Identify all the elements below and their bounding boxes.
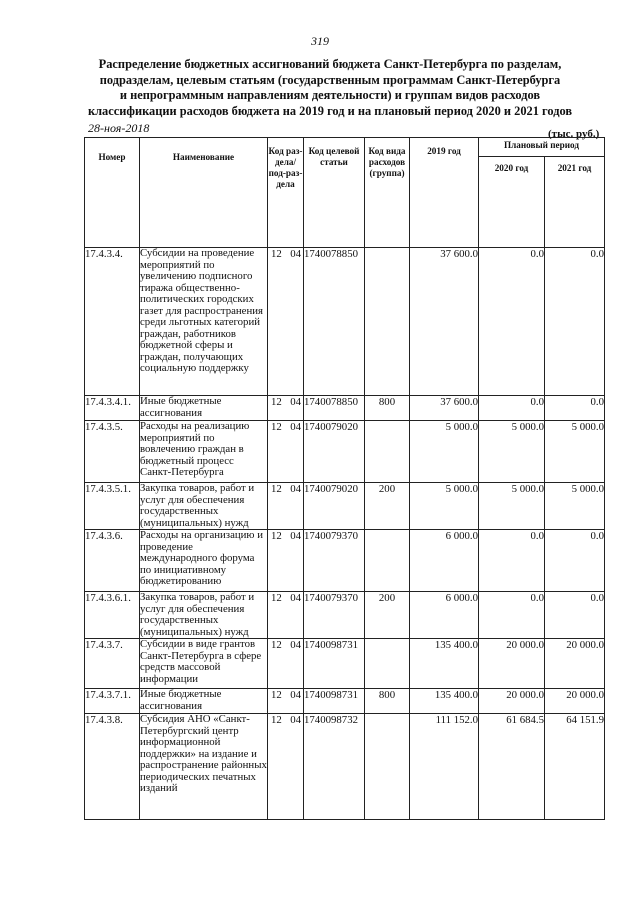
row-name: Расходы на организацию и проведение международного форума по инициативному бюджетированию: [140, 530, 268, 592]
subsection-code: 04: [290, 248, 301, 260]
title-line: классификации расходов бюджета на 2019 год и на плановый период 2020 и 2021 годов: [87, 103, 573, 118]
row-amount-2020: 0.0: [479, 530, 545, 592]
row-amount-2021: 0.0: [545, 396, 605, 421]
table-row: [85, 396, 605, 421]
row-section-code: [268, 396, 304, 421]
row-name: Закупка товаров, работ и услуг для обеспечения государственных (муниципальных) нужд: [140, 483, 268, 530]
row-amount-2019: 37 600.0: [410, 248, 479, 396]
row-number: 17.4.3.4.: [85, 248, 140, 396]
row-name: Субсидии в виде грантов Санкт-Петербурга в сфере средств массовой информации: [140, 639, 268, 689]
document-title: [70, 57, 590, 119]
units-label: (тыс. руб.): [548, 128, 600, 140]
row-number: 17.4.3.8.: [85, 714, 140, 820]
row-group-code: [365, 639, 410, 689]
subsection-code: 04: [290, 714, 301, 726]
row-amount-2021: 0.0: [545, 248, 605, 396]
row-amount-2021: 0.0: [545, 592, 605, 639]
row-section-code: [268, 592, 304, 639]
subsection-code: 04: [290, 592, 301, 604]
row-amount-2019: 37 600.0: [410, 396, 479, 421]
header-number: Номер: [85, 138, 140, 248]
row-amount-2019: 6 000.0: [410, 592, 479, 639]
section-code: 12: [271, 639, 282, 651]
subsection-code: 04: [290, 421, 301, 433]
table-row: [85, 248, 605, 396]
row-group-code: [365, 714, 410, 820]
table-row: [85, 421, 605, 483]
row-group-code: [365, 530, 410, 592]
row-section-code: [268, 639, 304, 689]
subsection-code: 04: [290, 396, 301, 408]
header-name: Наименование: [140, 138, 268, 248]
row-name: Иные бюджетные ассигнования: [140, 689, 268, 714]
row-amount-2020: 0.0: [479, 248, 545, 396]
row-amount-2021: 5 000.0: [545, 421, 605, 483]
table-row: [85, 689, 605, 714]
section-code: 12: [271, 483, 282, 495]
row-amount-2021: 5 000.0: [545, 483, 605, 530]
title-line: Распределение бюджетных ассигнований бюджета Санкт-Петербурга по разделам,: [98, 57, 562, 71]
subsection-code: 04: [290, 689, 301, 701]
row-number: 17.4.3.6.: [85, 530, 140, 592]
row-section-code: [268, 248, 304, 396]
row-amount-2021: 0.0: [545, 530, 605, 592]
row-group-code: 200: [365, 592, 410, 639]
row-target-code: 1740078850: [304, 248, 365, 396]
row-group-code: 800: [365, 689, 410, 714]
row-target-code: 1740078850: [304, 396, 365, 421]
row-target-code: 1740079020: [304, 421, 365, 483]
subsection-code: 04: [290, 483, 301, 495]
section-code: 12: [271, 248, 282, 260]
row-target-code: 1740079020: [304, 483, 365, 530]
section-code: 12: [271, 396, 282, 408]
row-name: Расходы на реализацию мероприятий по вовлечению граждан в бюджетный процесс Санкт-Петербурга: [140, 421, 268, 483]
row-amount-2019: 135 400.0: [410, 689, 479, 714]
row-target-code: 1740098732: [304, 714, 365, 820]
row-amount-2020: 0.0: [479, 592, 545, 639]
document-date: 28-ноя-2018: [88, 121, 150, 135]
row-amount-2021: 20 000.0: [545, 689, 605, 714]
header-2019: 2019 год: [410, 138, 479, 248]
section-code: 12: [271, 689, 282, 701]
header-section: Код раз-дела/ под-раз-дела: [268, 138, 304, 248]
header-target: Код целевой статьи: [304, 138, 365, 248]
title-line: подразделам, целевым статьям (государственным программам Санкт-Петербурга: [99, 72, 561, 87]
row-number: 17.4.3.7.: [85, 639, 140, 689]
row-amount-2021: 20 000.0: [545, 639, 605, 689]
row-number: 17.4.3.5.: [85, 421, 140, 483]
row-target-code: 1740098731: [304, 639, 365, 689]
row-section-code: [268, 483, 304, 530]
row-name: Закупка товаров, работ и услуг для обеспечения государственных (муниципальных) нужд: [140, 592, 268, 639]
header-group: Код вида расходов (группа): [365, 138, 410, 248]
header-plan-period: Плановый период: [479, 138, 605, 157]
row-amount-2019: 5 000.0: [410, 421, 479, 483]
section-code: 12: [271, 530, 282, 542]
row-name: Иные бюджетные ассигнования: [140, 396, 268, 421]
row-amount-2020: 61 684.5: [479, 714, 545, 820]
row-amount-2019: 135 400.0: [410, 639, 479, 689]
row-group-code: 800: [365, 396, 410, 421]
section-code: 12: [271, 421, 282, 433]
table-row: [85, 592, 605, 639]
row-amount-2020: 20 000.0: [479, 639, 545, 689]
row-target-code: 1740079370: [304, 592, 365, 639]
row-group-code: 200: [365, 483, 410, 530]
row-name: Субсидия АНО «Санкт-Петербургский центр информационной поддержки» на издание и распространение районных периодических печатных изданий: [140, 714, 268, 820]
page-number: 319: [311, 34, 329, 48]
subsection-code: 04: [290, 530, 301, 542]
row-section-code: [268, 714, 304, 820]
row-number: 17.4.3.4.1.: [85, 396, 140, 421]
row-number: 17.4.3.5.1.: [85, 483, 140, 530]
row-section-code: [268, 689, 304, 714]
row-amount-2020: 0.0: [479, 396, 545, 421]
row-amount-2019: 5 000.0: [410, 483, 479, 530]
table-row: [85, 639, 605, 689]
row-amount-2019: 6 000.0: [410, 530, 479, 592]
row-amount-2020: 5 000.0: [479, 421, 545, 483]
table-row: [85, 714, 605, 820]
table-row: [85, 483, 605, 530]
row-section-code: [268, 421, 304, 483]
row-number: 17.4.3.7.1.: [85, 689, 140, 714]
subsection-code: 04: [290, 639, 301, 651]
budget-table: [84, 137, 605, 820]
row-amount-2020: 5 000.0: [479, 483, 545, 530]
row-target-code: 1740079370: [304, 530, 365, 592]
row-section-code: [268, 530, 304, 592]
row-group-code: [365, 248, 410, 396]
header-2020: 2020 год: [479, 157, 545, 248]
row-name: Субсидии на проведение мероприятий по увеличению подписного тиража общественно-политических городских газет для распространения среди льготных категорий граждан, работников бюджетной сферы и граждан, получающих социальную поддержку: [140, 248, 268, 396]
section-code: 12: [271, 592, 282, 604]
row-amount-2019: 111 152.0: [410, 714, 479, 820]
table-row: [85, 530, 605, 592]
section-code: 12: [271, 714, 282, 726]
row-amount-2021: 64 151.9: [545, 714, 605, 820]
title-line: и непрограммным направлениям деятельности) и группам видов расходов: [119, 88, 541, 103]
row-amount-2020: 20 000.0: [479, 689, 545, 714]
row-group-code: [365, 421, 410, 483]
header-2021: 2021 год: [545, 157, 605, 248]
row-target-code: 1740098731: [304, 689, 365, 714]
row-number: 17.4.3.6.1.: [85, 592, 140, 639]
